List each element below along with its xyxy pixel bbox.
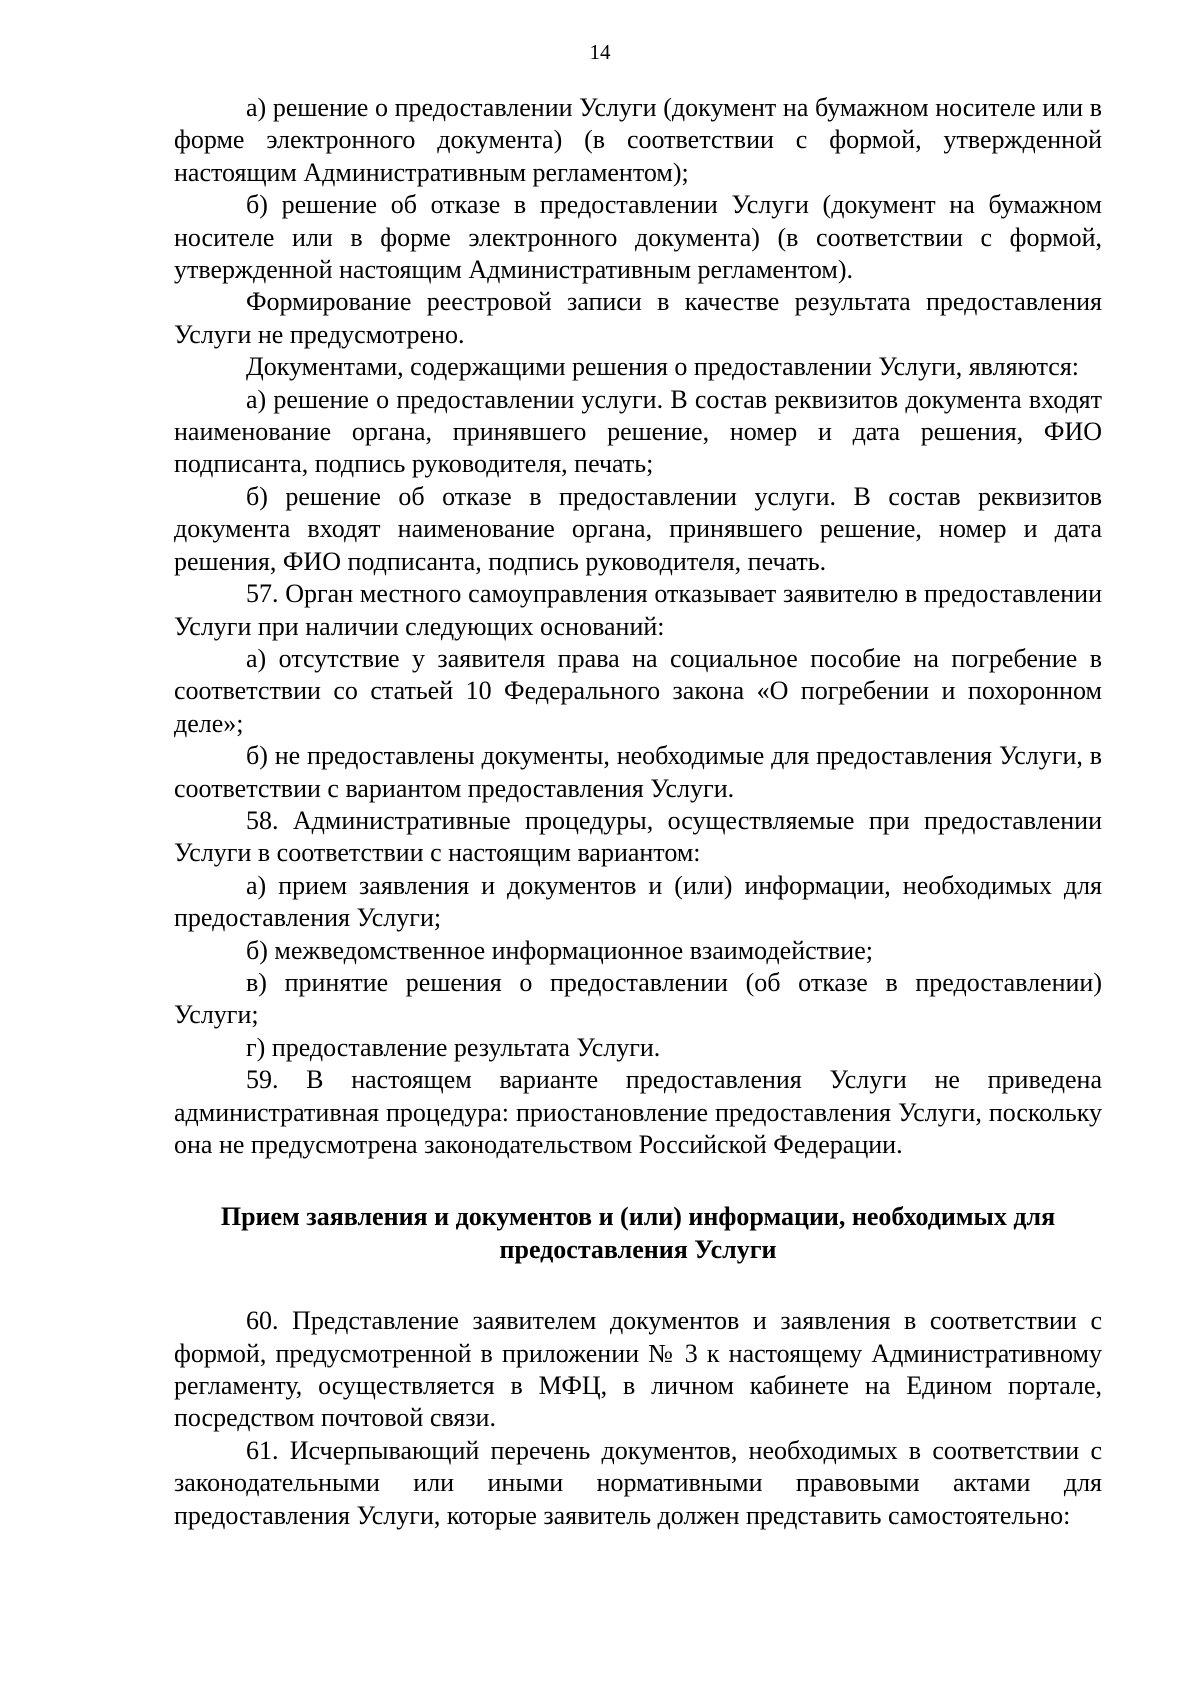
paragraph-registry-record: Формирование реестровой записи в качестве результата предоставления Услуги не предусмотрено. bbox=[174, 287, 1102, 349]
paragraph-58-a: а) прием заявления и документов и (или) информации, необходимых для предоставления Услуги; bbox=[174, 870, 1102, 933]
paragraph-documents-a: а) решение о предоставлении услуги. В состав реквизитов документа входят наименование органа, принявшего решение, номер и дата решения, ФИО подписанта, подпись руководителя, печать; bbox=[174, 384, 1102, 479]
page-number: 14 bbox=[589, 40, 611, 64]
paragraph-documents-intro: Документами, содержащими решения о предоставлении Услуги, являются: bbox=[246, 352, 1080, 382]
paragraph-documents-b: б) решение об отказе в предоставлении услуги. В состав реквизитов документа входят наименование органа, принявшего решение, номер и дата решения, ФИО подписанта, подпись руководителя, печать. bbox=[174, 481, 1102, 576]
paragraph-decision-b: б) решение об отказе в предоставлении Услуги (документ на бумажном носителе или в форме электронного документа) (в соответствии с формой, утвержденной настоящим Административным регламентом). bbox=[174, 190, 1102, 285]
paragraph-60: 60. Представление заявителем документов и заявления в соответствии с формой, предусмотренной в приложении № 3 к настоящему Административному регламенту, осуществляется в МФЦ, в личном кабинете на Едином портале, посредством почтовой связи. bbox=[174, 1306, 1102, 1433]
paragraph-59: 59. В настоящем варианте предоставления Услуги не приведена административная процедура: приостановление предоставления Услуги, поскольку она не предусмотрена законодательством Российской Федерации. bbox=[174, 1065, 1102, 1159]
paragraph-57-b: б) не предоставлены документы, необходимые для предоставления Услуги, в соответствии с вариантом предоставления Услуги. bbox=[174, 741, 1102, 803]
paragraph-58: 58. Административные процедуры, осуществляемые при предоставлении Услуги в соответствии с настоящим вариантом: bbox=[174, 805, 1102, 868]
section-heading: Прием заявления и документов и (или) информации, необходимых для предоставления Услуги bbox=[220, 1202, 1056, 1264]
paragraph-61: 61. Исчерпывающий перечень документов, необходимых в соответствии с законодательными или иными нормативными правовыми актами для предоставления Услуги, которые заявитель должен представить самостоятельно: bbox=[174, 1435, 1102, 1530]
paragraph-58-d: г) предоставление результата Услуги. bbox=[246, 1032, 661, 1062]
document-body bbox=[174, 92, 1102, 1532]
paragraph-decision-a: а) решение о предоставлении Услуги (документ на бумажном носителе или в форме электронного документа) (в соответствии с формой, утвержденной настоящим Административным регламентом); bbox=[174, 93, 1102, 187]
paragraph-58-b: б) межведомственное информационное взаимодействие; bbox=[246, 935, 873, 965]
paragraph-58-c: в) принятие решения о предоставлении (об отказе в предоставлении) Услуги; bbox=[174, 967, 1102, 1030]
paragraph-57-a: а) отсутствие у заявителя права на социальное пособие на погребение в соответствии со статьей 10 Федерального закона «О погребении и похоронном деле»; bbox=[174, 643, 1102, 738]
paragraph-57: 57. Орган местного самоуправления отказывает заявителю в предоставлении Услуги при наличии следующих оснований: bbox=[174, 579, 1102, 641]
